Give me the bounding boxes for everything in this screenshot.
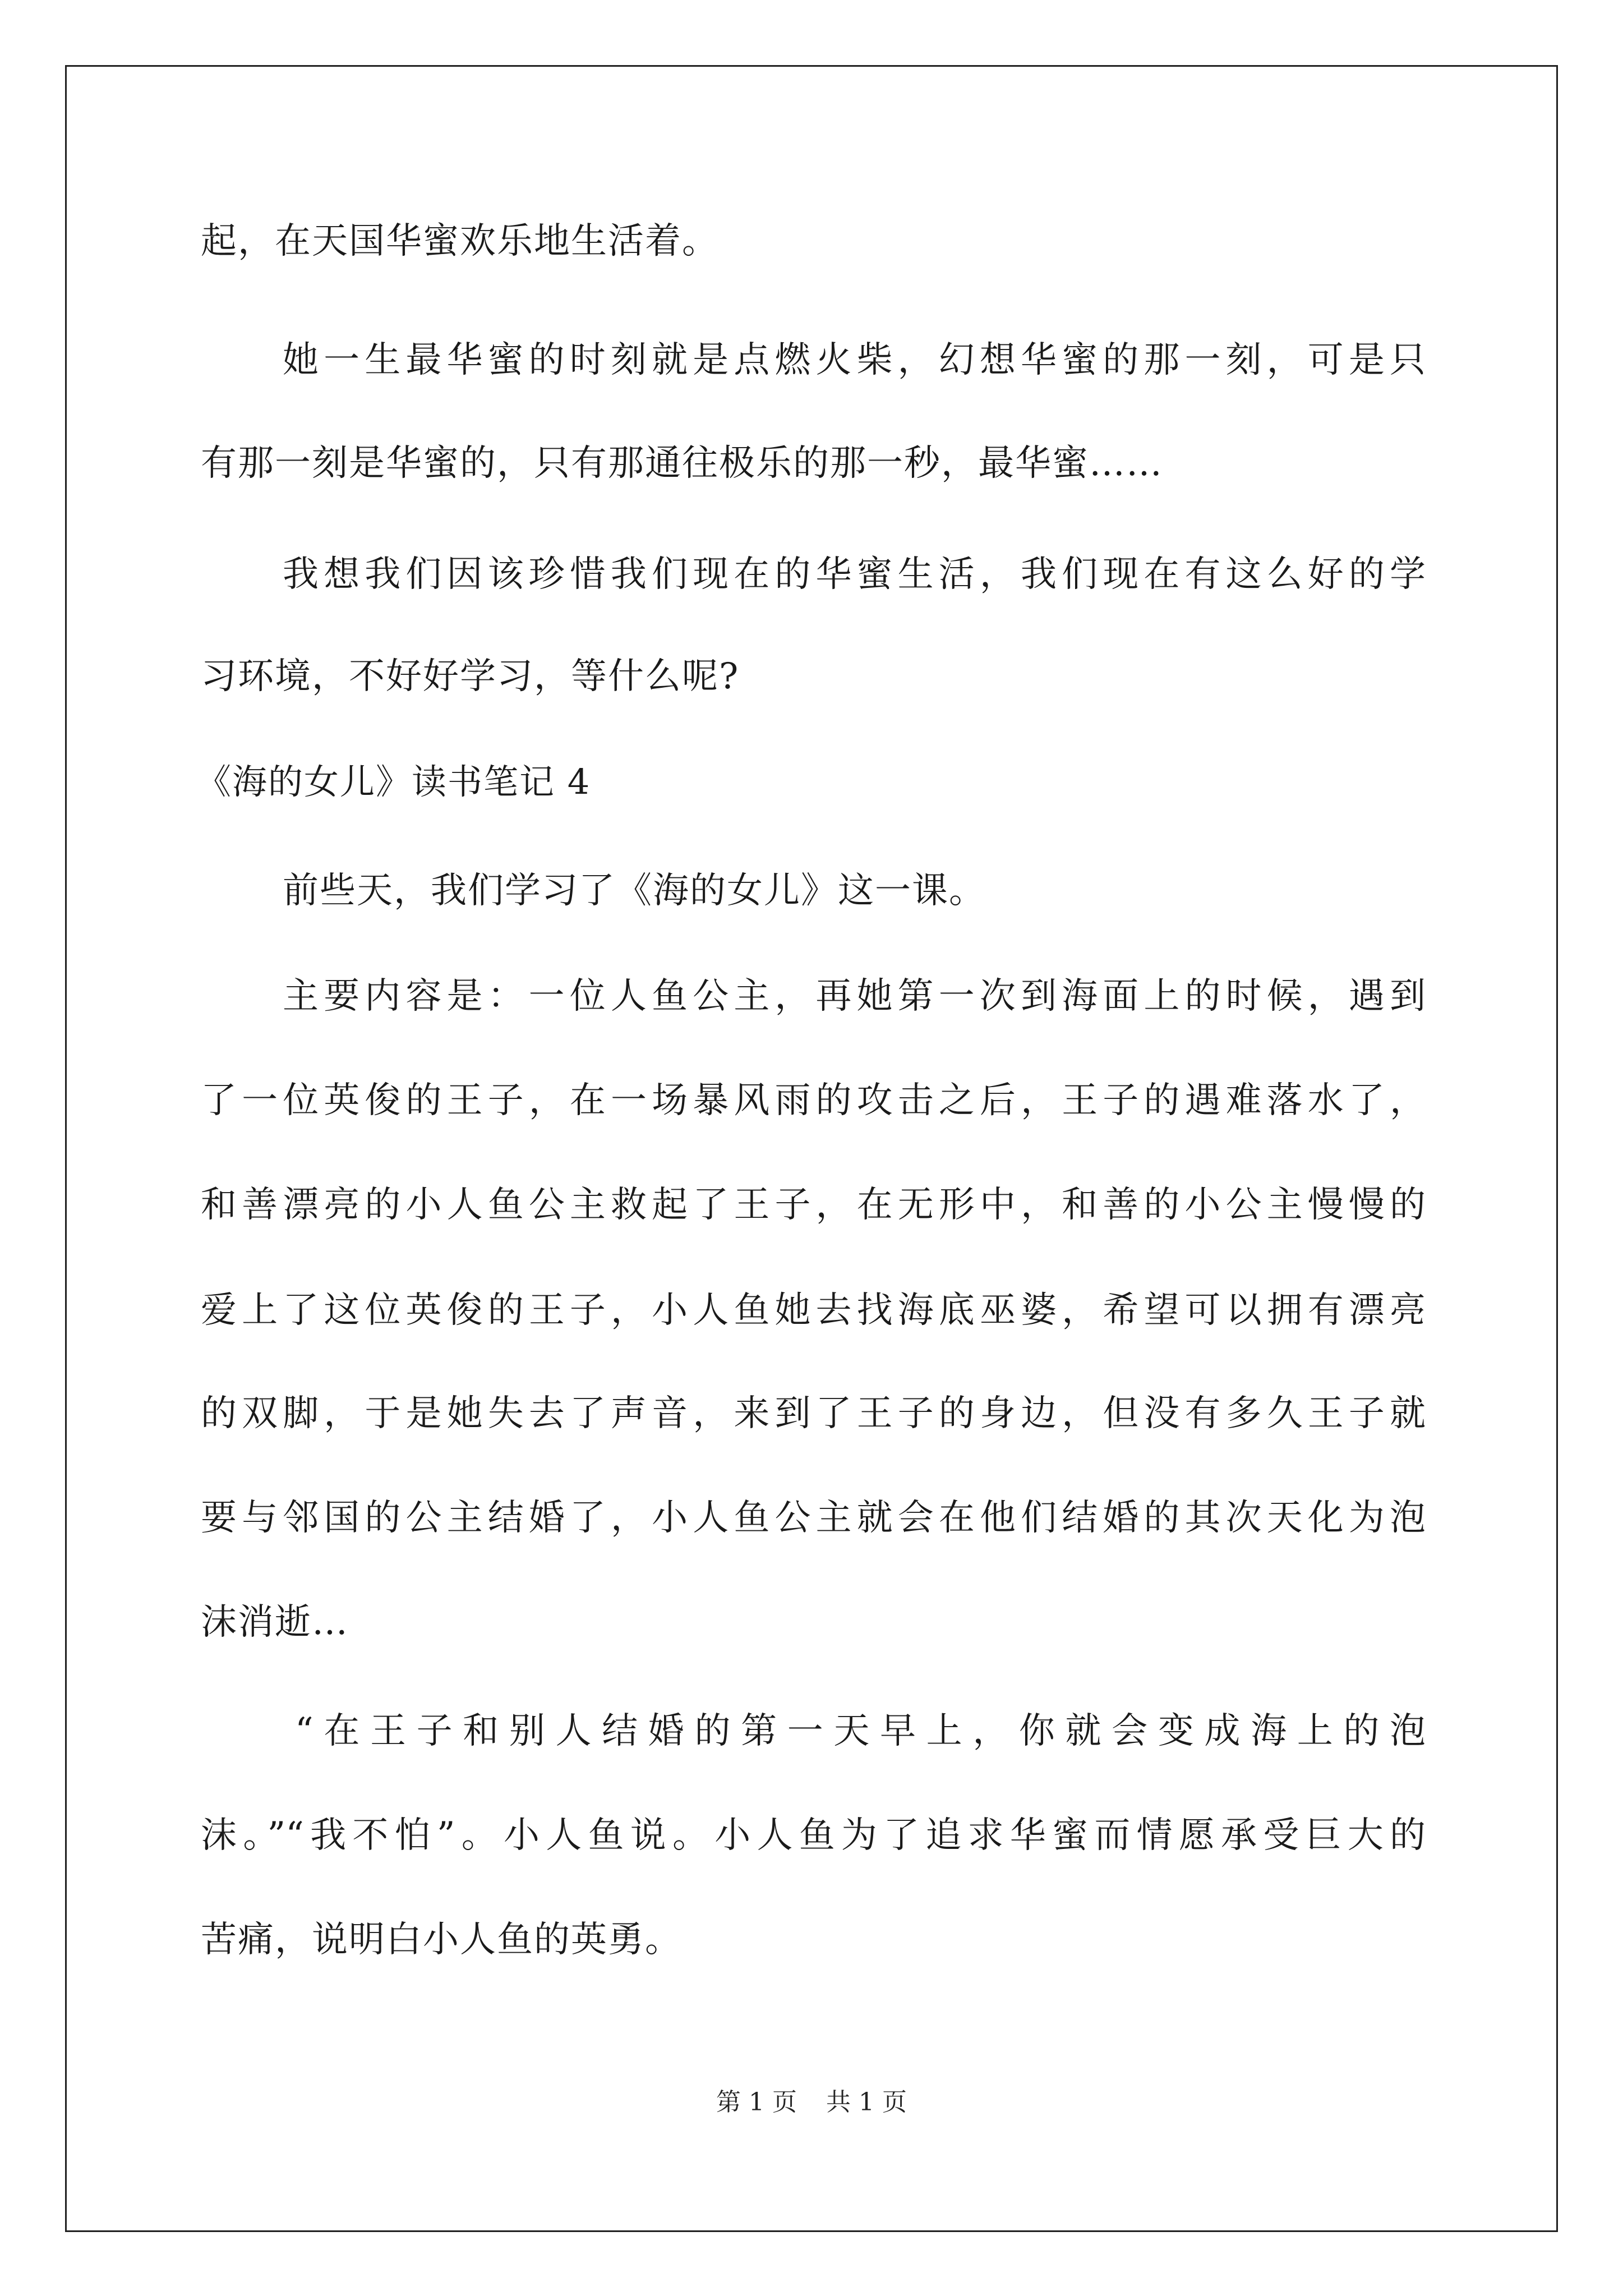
text-line: 习环境，不好好学习，等什么呢? (201, 656, 740, 697)
text-line: 苦痛，说明白小人鱼的英勇。 (201, 1919, 682, 1961)
text-line: 和善漂亮的小人鱼公主救起了王子，在无形中，和善的小公主慢慢的 (201, 1184, 1426, 1226)
text-line: 前些天，我们学习了《海的女儿》这一课。 (283, 870, 986, 912)
text-line: 她一生最华蜜的时刻就是点燃火柴，幻想华蜜的那一刻，可是只 (283, 339, 1426, 381)
page-number: 第 1 页 (716, 2088, 797, 2116)
page-footer (0, 2087, 1623, 2118)
text-line: 的双脚，于是她失去了声音，来到了王子的身边，但没有多久王子就 (201, 1393, 1426, 1434)
text-line: 有那一刻是华蜜的，只有那通往极乐的那一秒，最华蜜…… (201, 443, 1163, 484)
text-line: 沫消逝… (201, 1602, 349, 1643)
text-line: 我想我们因该珍惜我们现在的华蜜生活，我们现在有这么好的学 (283, 554, 1426, 595)
page-border (65, 65, 1558, 2232)
text-line: 主要内容是：一位人鱼公主，再她第一次到海面上的时候，遇到 (283, 976, 1426, 1017)
text-line: 爱上了这位英俊的王子，小人鱼她去找海底巫婆，希望可以拥有漂亮 (201, 1290, 1426, 1331)
text-line: 要与邻国的公主结婚了，小人鱼公主就会在他们结婚的其次天化为泡 (201, 1497, 1426, 1539)
text-line: 起，在天国华蜜欢乐地生活着。 (201, 220, 719, 262)
page-total: 共 1 页 (826, 2088, 907, 2116)
text-line: 了一位英俊的王子，在一场暴风雨的攻击之后，王子的遇难落水了， (201, 1080, 1426, 1121)
text-line: 沫。”“我不怕”。小人鱼说。小人鱼为了追求华蜜而情愿承受巨大的 (201, 1815, 1426, 1856)
text-line: “在王子和别人结婚的第一天早上，你就会变成海上的泡 (295, 1710, 1426, 1752)
section-heading: 《海的女儿》读书笔记 4 (196, 761, 591, 802)
